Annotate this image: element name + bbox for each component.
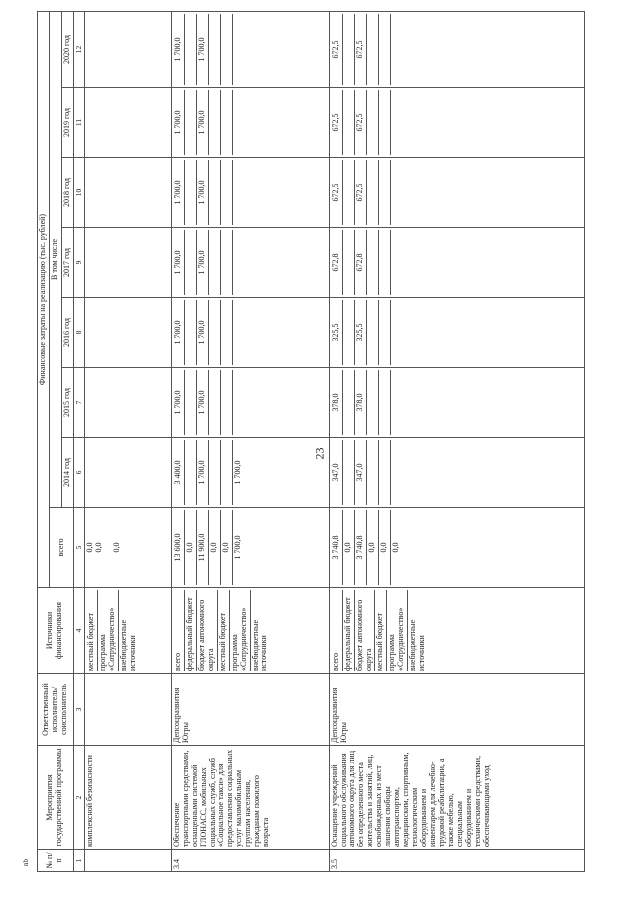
- value: 0,0: [343, 510, 355, 585]
- source-item: бюджет автономного округа: [197, 590, 218, 671]
- year-values: [84, 368, 171, 438]
- index-cell: 5: [73, 508, 84, 588]
- year-values: [329, 11, 584, 87]
- index-cell: 6: [73, 438, 84, 508]
- value: 3 740,8: [355, 510, 367, 585]
- source-item: федеральный бюджет: [185, 590, 197, 671]
- header-index-row: [73, 11, 84, 871]
- value: [343, 300, 355, 365]
- value: 0,0: [84, 542, 94, 553]
- header-in-that: В том числе: [49, 11, 61, 507]
- source-item: программа «Сотрудничество»: [387, 590, 408, 671]
- index-cell: 10: [73, 158, 84, 228]
- value: 672,5: [355, 90, 367, 155]
- value: [367, 440, 379, 505]
- value: 0,0: [379, 510, 391, 585]
- year-values: [329, 158, 584, 228]
- header-total: всего: [49, 508, 73, 588]
- value: [209, 440, 221, 505]
- year-values: [329, 438, 584, 508]
- header-year: 2017 год: [61, 228, 73, 298]
- year-values: [171, 368, 329, 438]
- value: 378,0: [331, 370, 343, 435]
- value: [391, 160, 402, 225]
- value: [379, 160, 391, 225]
- value: [221, 440, 233, 505]
- index-cell: 12: [73, 11, 84, 87]
- value: 13 600,0: [173, 510, 185, 585]
- measure-name: Оснащение учреждений социального обслуживания автономного округа для лиц без определенного места жительства и занятий, лиц, освобожденных из мест лишения свободы автотранспортом, медицинским, спортивным, технологическим оборудованием и инвентарем для лечебно-трудовой реабилитации, а также мебелью, специальным оборудованием и техническими средствами, обеспечивающими уход: [329, 746, 584, 850]
- value: [209, 90, 221, 155]
- value: 0,0: [93, 542, 103, 553]
- year-values: [84, 438, 171, 508]
- table-row-continued: [84, 11, 171, 871]
- year-values: [171, 11, 329, 87]
- value: [233, 160, 244, 225]
- executor-name: Депсоцразвития Югры: [329, 674, 584, 746]
- index-cell: 1: [73, 850, 84, 872]
- index-cell: 4: [73, 588, 84, 674]
- source-list: [84, 588, 171, 674]
- year-values: [171, 158, 329, 228]
- value: [367, 90, 379, 155]
- value: 347,0: [331, 440, 343, 505]
- value: 347,0: [355, 440, 367, 505]
- value: [185, 90, 197, 155]
- executor-name: Депсоцразвития Югры: [171, 674, 329, 746]
- measure-name: Обеспечение транспортными средствами, оснащенными системой ГЛОНАСС, мобильных социальных служб, служб «Социальное такси» для предоставления социальных услуг маломобильным группам населения, гражданам пожилого возраста: [171, 746, 329, 850]
- value: 672,5: [355, 14, 367, 85]
- value: 672,8: [355, 230, 367, 295]
- value: 1 700,0: [197, 300, 209, 365]
- value: 0,0: [185, 510, 197, 585]
- value: [379, 300, 391, 365]
- year-values: [84, 158, 171, 228]
- value: [221, 230, 233, 295]
- value: 3 740,8: [331, 510, 343, 585]
- table-row-3-5: [329, 11, 584, 871]
- year-values: [171, 228, 329, 298]
- row-number: [84, 850, 171, 872]
- value: [379, 90, 391, 155]
- value: 672,5: [331, 160, 343, 225]
- value: 1 700,0: [173, 14, 185, 85]
- source-list: [171, 588, 329, 674]
- row-number: 3.4: [171, 850, 329, 872]
- header-no: № п/п: [38, 850, 74, 872]
- header-year: 2018 год: [61, 158, 73, 228]
- value: 1 700,0: [173, 230, 185, 295]
- header-executor: Ответственный исполнитель/ соисполнитель: [38, 674, 74, 746]
- value: [379, 14, 391, 85]
- value: [209, 300, 221, 365]
- header-measure: Мероприятия государственной программы: [38, 746, 74, 850]
- value: 0,0: [111, 542, 121, 553]
- value: [221, 14, 233, 85]
- year-values: [171, 298, 329, 368]
- year-values: [84, 298, 171, 368]
- value: [391, 300, 402, 365]
- total-values: [84, 508, 171, 588]
- header-row-1: [38, 11, 50, 871]
- source-item: внебюджетные источники: [118, 620, 137, 671]
- value: [233, 370, 244, 435]
- value: [343, 14, 355, 85]
- value: [221, 160, 233, 225]
- year-values: [84, 11, 171, 87]
- value: [185, 440, 197, 505]
- year-values: [329, 88, 584, 158]
- value: [185, 230, 197, 295]
- value: [209, 230, 221, 295]
- rotated-table-wrapper: [37, 12, 585, 872]
- year-values: [171, 438, 329, 508]
- header-year: 2019 год: [61, 88, 73, 158]
- year-values: [329, 298, 584, 368]
- value: [233, 14, 244, 85]
- value: 0,0: [367, 510, 379, 585]
- source-item: программа «Сотрудничество»: [230, 590, 251, 671]
- value: [233, 230, 244, 295]
- value: [185, 300, 197, 365]
- value: 0,0: [209, 510, 221, 585]
- value: [209, 160, 221, 225]
- year-values: [84, 88, 171, 158]
- index-cell: 2: [73, 746, 84, 850]
- header-costs: Финансовые затраты на реализацию (тыс. рублей): [38, 11, 50, 587]
- value: [343, 160, 355, 225]
- value: 1 700,0: [197, 90, 209, 155]
- value: [379, 370, 391, 435]
- source-item: внебюджетные источники: [408, 620, 427, 671]
- value: 1 700,0: [173, 300, 185, 365]
- value: [343, 370, 355, 435]
- value: 1 700,0: [197, 230, 209, 295]
- header-sources: Источники финансирования: [38, 588, 74, 674]
- value: [343, 230, 355, 295]
- value: 672,8: [331, 230, 343, 295]
- value: [391, 14, 402, 85]
- value: 1 700,0: [197, 160, 209, 225]
- value: [379, 440, 391, 505]
- value: [343, 440, 355, 505]
- value: [391, 440, 402, 505]
- header-year: 2020 год: [61, 11, 73, 87]
- value: [233, 90, 244, 155]
- value: [391, 90, 402, 155]
- value: [391, 230, 402, 295]
- value: [209, 14, 221, 85]
- value: 1 700,0: [197, 14, 209, 85]
- financing-table: [37, 11, 585, 872]
- value: [221, 90, 233, 155]
- table-row-3-4: [171, 11, 329, 871]
- executor-name: [84, 674, 171, 746]
- source-list: [329, 588, 584, 674]
- header-year: 2015 год: [61, 368, 73, 438]
- source-item: федеральный бюджет: [343, 590, 355, 671]
- value: 1 700,0: [197, 440, 209, 505]
- value: 1 700,0: [197, 370, 209, 435]
- footer-mark: nb: [22, 859, 30, 866]
- value: 1 700,0: [173, 160, 185, 225]
- value: 672,5: [331, 14, 343, 85]
- value: 672,5: [331, 90, 343, 155]
- value: [233, 300, 244, 365]
- value: [391, 370, 402, 435]
- value: [185, 370, 197, 435]
- total-values: [329, 508, 584, 588]
- header-year: 2014 год: [61, 438, 73, 508]
- index-cell: 9: [73, 228, 84, 298]
- measure-name: комплексной безопасности: [84, 746, 171, 850]
- value: [221, 300, 233, 365]
- index-cell: 11: [73, 88, 84, 158]
- source-item: местный бюджет: [375, 590, 387, 671]
- value: 0,0: [390, 542, 400, 553]
- index-cell: 3: [73, 674, 84, 746]
- page-number: 23: [312, 447, 327, 460]
- value: [367, 370, 379, 435]
- value: 1 700,0: [232, 535, 242, 560]
- value: 1 700,0: [232, 460, 242, 485]
- total-values: [171, 508, 329, 588]
- year-values: [329, 368, 584, 438]
- value: [379, 230, 391, 295]
- value: 325,5: [331, 300, 343, 365]
- value: [221, 370, 233, 435]
- value: 325,5: [355, 300, 367, 365]
- value: 11 900,0: [197, 510, 209, 585]
- year-values: [329, 228, 584, 298]
- source-item: бюджет автономного округа: [355, 590, 376, 671]
- value: [185, 160, 197, 225]
- value: [367, 160, 379, 225]
- value: 0,0: [221, 510, 233, 585]
- header-year: 2016 год: [61, 298, 73, 368]
- index-cell: 8: [73, 298, 84, 368]
- value: [209, 370, 221, 435]
- value: 3 400,0: [173, 440, 185, 505]
- source-item: местный бюджет: [218, 590, 230, 671]
- source-item: внебюджетные источники: [250, 620, 269, 671]
- value: 378,0: [355, 370, 367, 435]
- row-number: 3.5: [329, 850, 584, 872]
- source-item: местный бюджет: [86, 590, 98, 671]
- source-item: всего: [331, 590, 343, 671]
- value: 1 700,0: [173, 370, 185, 435]
- value: [367, 300, 379, 365]
- value: 672,5: [355, 160, 367, 225]
- source-item: всего: [173, 590, 185, 671]
- value: [343, 90, 355, 155]
- value: 1 700,0: [173, 90, 185, 155]
- source-item: программа «Сотрудничество»: [98, 590, 119, 671]
- year-values: [171, 88, 329, 158]
- year-values: [84, 228, 171, 298]
- value: [367, 14, 379, 85]
- value: [185, 14, 197, 85]
- value: [367, 230, 379, 295]
- index-cell: 7: [73, 368, 84, 438]
